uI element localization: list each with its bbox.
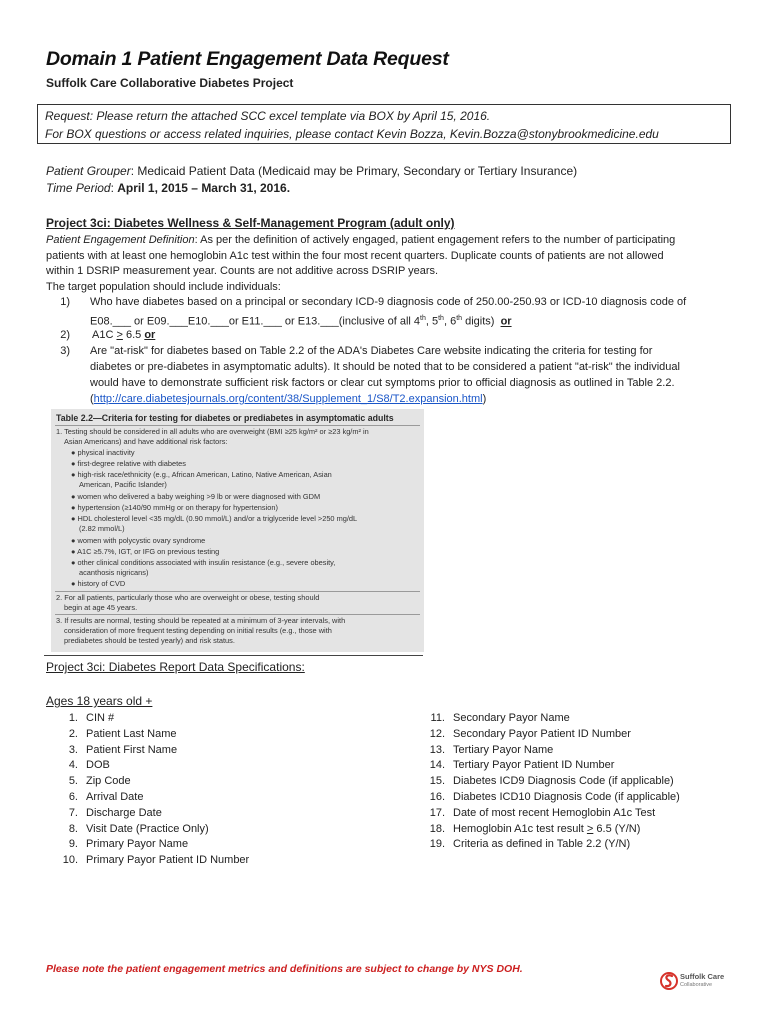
field-label: Secondary Payor Patient ID Number [453, 727, 631, 740]
table-image-divider [55, 425, 420, 426]
definition-line-2: patients with at least one hemoglobin A1c test within the four most recent quarters. Duplicate counts of patients are not allowed [46, 249, 664, 262]
table-image-text: consideration of more frequent testing depending on initial results (e.g., those with [64, 626, 332, 635]
criteria-list [46, 295, 746, 407]
field-label: Diabetes ICD10 Diagnosis Code (if applicable) [453, 791, 680, 803]
logo-mark-icon [660, 970, 678, 992]
report-heading: Project 3ci: Diabetes Report Data Specifications: [46, 660, 305, 674]
section-rule [44, 655, 423, 656]
project-heading: Project 3ci: Diabetes Wellness & Self-Management Program (adult only) [46, 216, 455, 230]
table-image-text: American, Pacific Islander) [79, 480, 167, 489]
field-number: 9. [68, 838, 78, 851]
logo-subtitle: Collaborative [680, 982, 713, 988]
field-number: 7. [68, 806, 78, 819]
table-image-text: Asian Americans) and have additional risk factors: [64, 437, 228, 446]
time-period-value: April 1, 2015 – March 31, 2016. [117, 181, 291, 195]
table-image-text: (2.82 mmol/L) [79, 524, 125, 533]
criteria-1-number: 1) [60, 296, 70, 308]
field-number: 19. [429, 838, 445, 851]
table-image-text: acanthosis nigricans) [79, 568, 149, 577]
table-image-text: begin at age 45 years. [64, 603, 138, 612]
field-number: 4. [68, 759, 78, 772]
table-image-text: ● hypertension (≥140/90 mmHg or on therapy for hypertension) [71, 503, 278, 512]
criteria-1-line-2: E08.___ or E09.___E10.___or E11.___ or E13.___(inclusive of all 4th, 5th, 6th digits) or [90, 315, 512, 328]
field-number: 15. [429, 775, 445, 788]
criteria-1-line-1: Who have diabetes based on a principal or secondary ICD-9 diagnosis code of 250.00-250.93 or ICD-10 diagnosis code of [90, 296, 687, 308]
definition-label: Patient Engagement Definition [46, 234, 195, 246]
table-image-text: ● other clinical conditions associated with insulin resistance (e.g., severe obesity, [71, 558, 336, 567]
footer-note: Please note the patient engagement metrics and definitions are subject to change by NYS DOH. [46, 963, 523, 975]
table-image-text: ● A1C ≥5.7%, IGT, or IFG on previous testing [71, 547, 220, 556]
patient-grouper-value: : Medicaid Patient Data (Medicaid may be Primary, Secondary or Tertiary Insurance) [130, 164, 578, 178]
field-label: Visit Date (Practice Only) [86, 822, 209, 835]
page-title: Domain 1 Patient Engagement Data Request [46, 48, 449, 70]
table-image-text: 3. If results are normal, testing should be repeated at a minimum of 3-year intervals, with [56, 616, 346, 625]
field-label: Primary Payor Name [86, 838, 189, 851]
field-label: Date of most recent Hemoglobin A1c Test [453, 806, 656, 819]
table-image-text: ● HDL cholesterol level <35 mg/dL (0.90 mmol/L) and/or a triglyceride level >250 mg/dL [71, 514, 358, 523]
target-intro: The target population should include individuals: [46, 280, 281, 293]
table-image-text: ● women who delivered a baby weighing >9 lb or were diagnosed with GDM [71, 492, 321, 501]
field-label: Primary Payor Patient ID Number [86, 854, 250, 867]
field-number: 2. [68, 727, 78, 740]
time-period-sep: : [110, 181, 118, 195]
patient-grouper-label: Patient Grouper [46, 164, 131, 178]
field-label: DOB [86, 759, 110, 772]
table-image-text: ● women with polycystic ovary syndrome [71, 536, 206, 545]
table-image-text: 2. For all patients, particularly those who are overweight or obese, testing should [56, 593, 320, 602]
ada-table-link[interactable]: http://care.diabetesjournals.org/content/38/Supplement_1/S8/T2.expansion.html [93, 393, 483, 405]
field-number: 14. [429, 759, 445, 772]
field-number: 1. [68, 712, 78, 724]
table-image-text: prediabetes should be tested yearly) and risk status. [64, 636, 235, 645]
field-label: CIN # [86, 712, 115, 724]
table-image-text: ● first-degree relative with diabetes [71, 459, 186, 468]
field-label: Hemoglobin A1c test result > 6.5 (Y/N) [453, 822, 641, 835]
table-image-text: ● high-risk race/ethnicity (e.g., African American, Latino, Native American, Asian [71, 470, 332, 479]
table-image-divider [55, 614, 420, 615]
criteria-3-link-line: (http://care.diabetesjournals.org/content/38/Supplement_1/S8/T2.expansion.html) [90, 393, 487, 405]
ages-heading: Ages 18 years old + [46, 694, 153, 708]
table-2-2-image [51, 409, 424, 652]
field-number: 13. [429, 743, 445, 756]
field-label: Discharge Date [86, 806, 162, 819]
field-number: 8. [68, 822, 78, 835]
suffolk-care-logo [660, 970, 740, 994]
patient-grouper [46, 164, 577, 178]
time-period [46, 181, 290, 195]
criteria-3-line-1: Are "at-risk" for diabetes based on Table 2.2 of the ADA's Diabetes Care website indicating the criteria for testing for [90, 345, 653, 357]
field-number: 6. [68, 791, 78, 803]
table-image-text: ● history of CVD [71, 579, 126, 588]
page-subtitle: Suffolk Care Collaborative Diabetes Project [46, 76, 294, 90]
definition-line-3: within 1 DSRIP measurement year. Counts are not additive across DSRIP years. [46, 265, 439, 278]
field-number: 17. [429, 806, 445, 819]
field-label: Tertiary Payor Name [453, 743, 554, 756]
criteria-3-line-3: would have to demonstrate sufficient risk factors or clear cut symptoms prior to official diagnosis as outlined in Table 2.2. [90, 377, 675, 389]
field-label: Arrival Date [86, 791, 144, 803]
time-period-label: Time Period [46, 181, 111, 195]
field-list-right [417, 712, 747, 862]
field-number: 18. [429, 822, 445, 835]
criteria-3-line-2: diabetes or pre-diabetes in asymptomatic adults). It should be noted that to be considered a patient "at-risk" the individual [90, 361, 680, 373]
table-image-text: 1. Testing should be considered in all adults who are overweight (BMI ≥25 kg/m² or ≥23 kg/m² in [56, 427, 369, 436]
criteria-2-number: 2) [60, 329, 70, 341]
request-box [37, 104, 731, 144]
field-number: 12. [429, 727, 445, 740]
criteria-2-text: A1C > 6.5 or [92, 329, 156, 341]
request-line-2: For BOX questions or access related inquiries, please contact Kevin Bozza, Kevin.Bozza@stonybrookmedicine.edu [45, 127, 659, 141]
field-label: Patient First Name [86, 743, 178, 756]
criteria-1-or: or [500, 315, 512, 328]
field-number: 3. [68, 743, 78, 756]
field-label: Secondary Payor Name [453, 712, 570, 724]
field-list-left [50, 712, 380, 872]
field-label: Diabetes ICD9 Diagnosis Code (if applicable) [453, 775, 674, 788]
table-image-divider [55, 591, 420, 592]
field-number: 5. [68, 775, 78, 788]
field-label: Patient Last Name [86, 727, 177, 740]
field-label: Tertiary Payor Patient ID Number [453, 759, 615, 772]
field-number: 16. [429, 791, 445, 803]
definition-line-1: : As per the definition of actively engaged, patient engagement refers to the number of participating [194, 234, 676, 246]
table-image-title: Table 2.2—Criteria for testing for diabetes or prediabetes in asymptomatic adults [56, 413, 394, 423]
field-number: 10. [62, 854, 78, 867]
engagement-definition [46, 233, 736, 295]
table-image-text: ● physical inactivity [71, 448, 135, 457]
request-line-1: Request: Please return the attached SCC excel template via BOX by April 15, 2016. [45, 109, 491, 123]
field-number: 11. [430, 712, 445, 724]
field-label: Zip Code [86, 775, 131, 788]
logo-name: Suffolk Care [680, 972, 725, 981]
field-label: Criteria as defined in Table 2.2 (Y/N) [453, 838, 631, 851]
criteria-3-number: 3) [60, 345, 70, 357]
criteria-2-or: or [144, 329, 156, 341]
